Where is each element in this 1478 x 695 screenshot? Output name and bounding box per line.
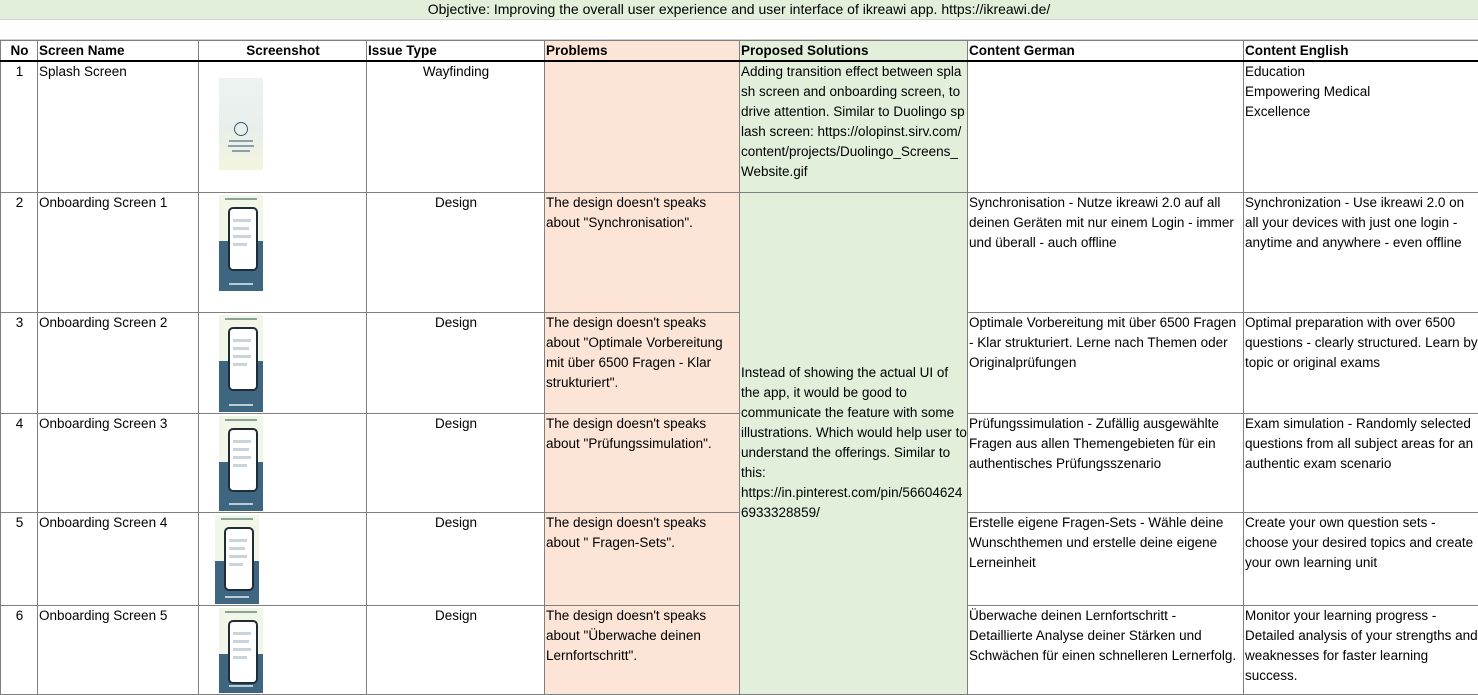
cell-screen-name[interactable]: Onboarding Screen 2 [38, 312, 199, 413]
header-proposed-solutions[interactable]: Proposed Solutions [740, 41, 968, 62]
cell-issue-type[interactable]: Design [367, 312, 545, 413]
cell-issue-type[interactable]: Design [367, 605, 545, 694]
cell-screenshot[interactable] [199, 192, 367, 312]
cell-no[interactable]: 6 [1, 605, 38, 694]
cell-screenshot[interactable] [199, 512, 367, 605]
cell-no[interactable]: 1 [1, 61, 38, 192]
cell-content-english[interactable]: Optimal preparation with over 6500 questions - clearly structured. Learn by topic or original exams [1244, 312, 1478, 413]
cell-screen-name[interactable]: Splash Screen [38, 61, 199, 192]
table-row [1, 512, 1478, 605]
cell-screenshot[interactable] [199, 413, 367, 512]
cell-content-english[interactable]: Synchronization - Use ikreawi 2.0 on all your devices with just one login - anytime and anywhere - even offline [1244, 192, 1478, 312]
onboarding-screenshot-thumbnail[interactable] [219, 608, 263, 693]
cell-merged-solution[interactable]: Instead of showing the actual UI of the app, it would be good to communicate the feature with some illustrations. Which would help user to understand the offerings. Similar to this: https://in.pinterest.com/pin/566046246933328859/ [740, 192, 968, 694]
header-content-english[interactable]: Content English [1244, 41, 1478, 62]
header-screenshot[interactable]: Screenshot [199, 41, 367, 62]
header-screen-name[interactable]: Screen Name [38, 41, 199, 62]
phone-mockup-icon [228, 207, 258, 271]
phone-mockup-icon [228, 428, 258, 492]
cell-content-german[interactable]: Optimale Vorbereitung mit über 6500 Fragen - Klar strukturiert. Lerne nach Themen oder Originalprüfungen [968, 312, 1244, 413]
cell-no[interactable]: 3 [1, 312, 38, 413]
table-row [1, 605, 1478, 694]
onboarding-screenshot-thumbnail[interactable] [215, 515, 259, 604]
cell-content-english[interactable]: Exam simulation - Randomly selected questions from all subject areas for an authentic exam scenario [1244, 413, 1478, 512]
cell-issue-type[interactable]: Design [367, 192, 545, 312]
cell-content-english[interactable]: Education Empowering Medical Excellence [1244, 61, 1478, 192]
cell-problem[interactable]: The design doesn't speaks about "Synchronisation". [545, 192, 740, 312]
cell-screen-name[interactable]: Onboarding Screen 4 [38, 512, 199, 605]
issues-table [0, 40, 1478, 695]
cell-screenshot[interactable] [199, 312, 367, 413]
phone-mockup-icon [228, 620, 258, 684]
cell-problem[interactable]: The design doesn't speaks about "Optimale Vorbereitung mit über 6500 Fragen - Klar strukturiert". [545, 312, 740, 413]
cell-problem[interactable]: The design doesn't speaks about " Fragen-Sets". [545, 512, 740, 605]
phone-mockup-icon [224, 527, 254, 591]
cell-content-english[interactable]: Create your own question sets - choose your desired topics and create your own learning unit [1244, 512, 1478, 605]
onboarding-screenshot-thumbnail[interactable] [219, 315, 263, 412]
cell-screen-name[interactable]: Onboarding Screen 3 [38, 413, 199, 512]
cell-screen-name[interactable]: Onboarding Screen 5 [38, 605, 199, 694]
phone-mockup-icon [228, 327, 258, 391]
table-row [1, 61, 1478, 192]
cell-problem[interactable]: The design doesn't speaks about "Prüfungssimulation". [545, 413, 740, 512]
cell-content-german[interactable] [968, 61, 1244, 192]
cell-issue-type[interactable]: Design [367, 512, 545, 605]
onboarding-screenshot-thumbnail[interactable] [219, 416, 263, 511]
cell-screenshot[interactable] [199, 61, 367, 192]
cell-content-german[interactable]: Prüfungssimulation - Zufällig ausgewählte Fragen aus allen Themengebieten für ein authentisches Prüfungsszenario [968, 413, 1244, 512]
cell-no[interactable]: 4 [1, 413, 38, 512]
cell-no[interactable]: 5 [1, 512, 38, 605]
cell-content-german[interactable]: Synchronisation - Nutze ikreawi 2.0 auf all deinen Geräten mit nur einem Login - immer und überall - auch offline [968, 192, 1244, 312]
cell-content-german[interactable]: Überwache deinen Lernfortschritt - Detaillierte Analyse deiner Stärken und Schwächen für einen schnelleren Lernerfolg. [968, 605, 1244, 694]
header-problems[interactable]: Problems [545, 41, 740, 62]
cell-issue-type[interactable]: Wayfinding [367, 61, 545, 192]
cell-solution[interactable] [740, 61, 968, 192]
header-content-german[interactable]: Content German [968, 41, 1244, 62]
solution-text: Adding transition effect between splash screen and onboarding screen, to drive attention. Similar to Duolingo splash screen: https://olopinst.sirv.com/content/projects/Duolingo_Screens_Website.gif [741, 62, 967, 185]
cell-issue-type[interactable]: Design [367, 413, 545, 512]
table-row [1, 413, 1478, 512]
cell-no[interactable]: 2 [1, 192, 38, 312]
onboarding-screenshot-thumbnail[interactable] [219, 195, 263, 291]
header-no[interactable]: No [1, 41, 38, 62]
objective-banner[interactable]: Objective: Improving the overall user experience and user interface of ikreawi app. https://ikreawi.de/ [0, 0, 1478, 20]
cell-problem[interactable]: The design doesn't speaks about "Überwache deinen Lernfortschritt". [545, 605, 740, 694]
header-issue-type[interactable]: Issue Type [367, 41, 545, 62]
cell-content-english[interactable]: Monitor your learning progress - Detailed analysis of your strengths and weaknesses for faster learning success. [1244, 605, 1478, 694]
cell-problem[interactable] [545, 61, 740, 192]
cell-content-german[interactable]: Erstelle eigene Fragen-Sets - Wähle deine Wunschthemen und erstelle deine eigene Lerneinheit [968, 512, 1244, 605]
table-row [1, 312, 1478, 413]
header-row [1, 41, 1478, 62]
cell-screen-name[interactable]: Onboarding Screen 1 [38, 192, 199, 312]
table-row [1, 192, 1478, 312]
cell-screenshot[interactable] [199, 605, 367, 694]
splash-screenshot-thumbnail[interactable] [219, 78, 263, 170]
spacer-row [0, 20, 1478, 40]
app-logo-icon [234, 122, 248, 136]
